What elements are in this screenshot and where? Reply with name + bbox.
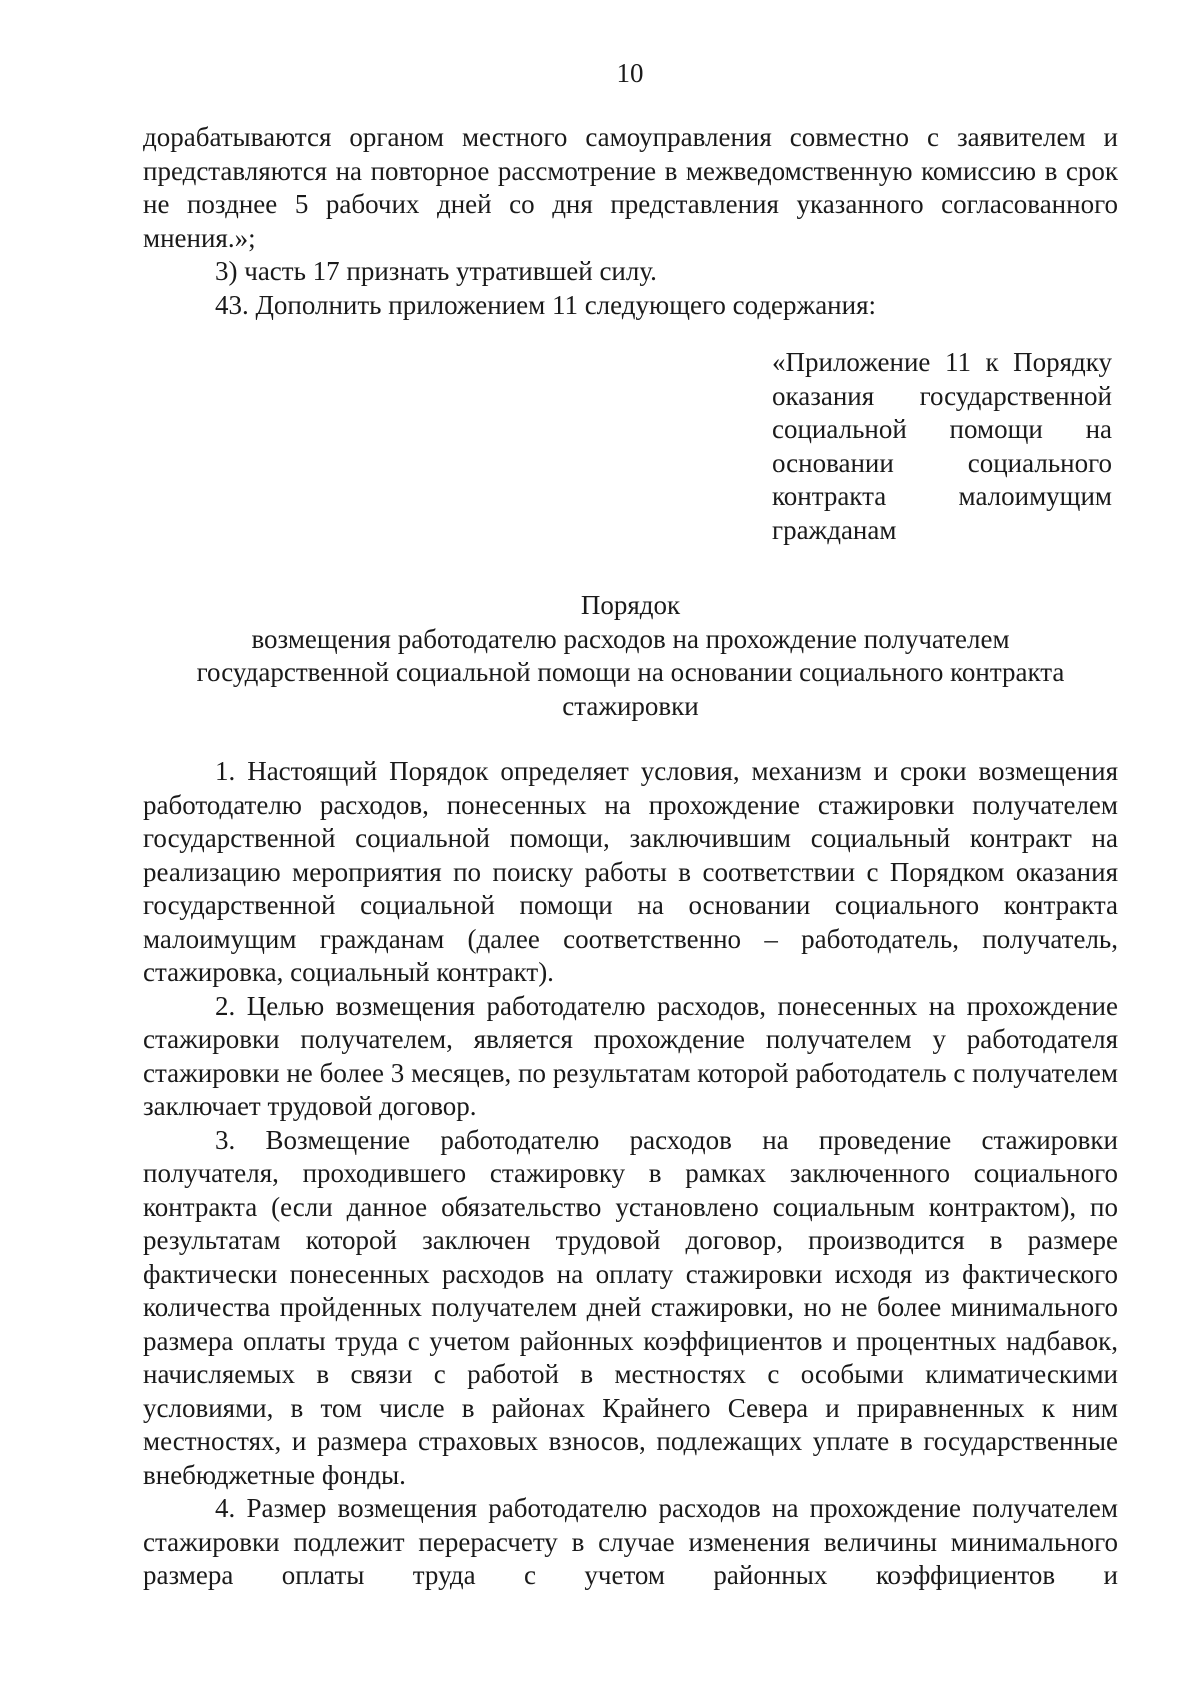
title-line: Порядок	[580, 590, 681, 620]
intro-paragraph-item-43: 43. Дополнить приложением 11 следующего содержания:	[215, 289, 876, 320]
appendix-heading-line: гражданам	[772, 514, 897, 545]
page-number: 10	[616, 58, 644, 88]
title-line: стажировки	[562, 690, 699, 721]
document-title	[143, 589, 1118, 723]
appendix-heading-line: социальной помощи на	[772, 414, 1112, 444]
item-2: 2. Целью возмещения работодателю расходов, понесенных на прохождение стажировки получателем, является прохождение получателем у работодателя стажировки не более 3 месяцев, по результатам которой работодатель с получателем заключает трудовой договор.	[143, 990, 1118, 1121]
appendix-heading-line: контракта малоимущим	[772, 481, 1112, 511]
intro-paragraph-item-3: 3) часть 17 признать утратившей силу.	[215, 256, 657, 286]
appendix-heading-line: «Приложение 11 к Порядку	[772, 347, 1112, 377]
intro-paragraph-continuation: дорабатываются органом местного самоуправления совместно с заявителем и представляются на повторное рассмотрение в межведомственную комиссию в срок не позднее 5 рабочих дней со дня представления указанного согласованного мнения.»;	[143, 122, 1118, 253]
appendix-heading-line: основании социального	[772, 447, 1112, 478]
title-line: государственной социальной помощи на основании социального контракта	[196, 657, 1065, 687]
items-section	[143, 755, 1118, 1593]
item-4: 4. Размер возмещения работодателю расходов на прохождение получателем стажировки подлежит перерасчету в случае изменения величины минимального размера оплаты труда с учетом районных коэффициентов и	[143, 1493, 1118, 1590]
intro-section	[143, 121, 1118, 322]
item-1: 1. Настоящий Порядок определяет условия, механизм и сроки возмещения работодателю расходов, понесенных на прохождение стажировки получателем государственной социальной помощи, заключившим социальный контракт на реализацию мероприятия по поиску работы в соответствии с Порядком оказания государственной социальной помощи на основании социального контракта малоимущим гражданам (далее соответственно – работодатель, получатель, стажировка, социальный контракт).	[143, 756, 1118, 987]
appendix-heading	[772, 346, 1112, 547]
title-line: возмещения работодателю расходов на прохождение получателем	[251, 623, 1010, 654]
item-3: 3. Возмещение работодателю расходов на проведение стажировки получателя, проходившего стажировку в рамках заключенного социального контракта (если данное обязательство установлено социальным контрактом), по результатам которой заключен трудовой договор, производится в размере фактически понесенных расходов на оплату стажировки исходя из фактического количества пройденных получателем дней стажировки, но не более минимального размера оплаты труда с учетом районных коэффициентов и процентных надбавок, начисляемых в связи с работой в местностях с особыми климатическими условиями, в том числе в районах Крайнего Севера и приравненных к ним местностях, и размера страховых взносов, подлежащих уплате в государственные внебюджетные фонды.	[143, 1124, 1118, 1490]
appendix-heading-line: оказания государственной	[772, 380, 1112, 411]
